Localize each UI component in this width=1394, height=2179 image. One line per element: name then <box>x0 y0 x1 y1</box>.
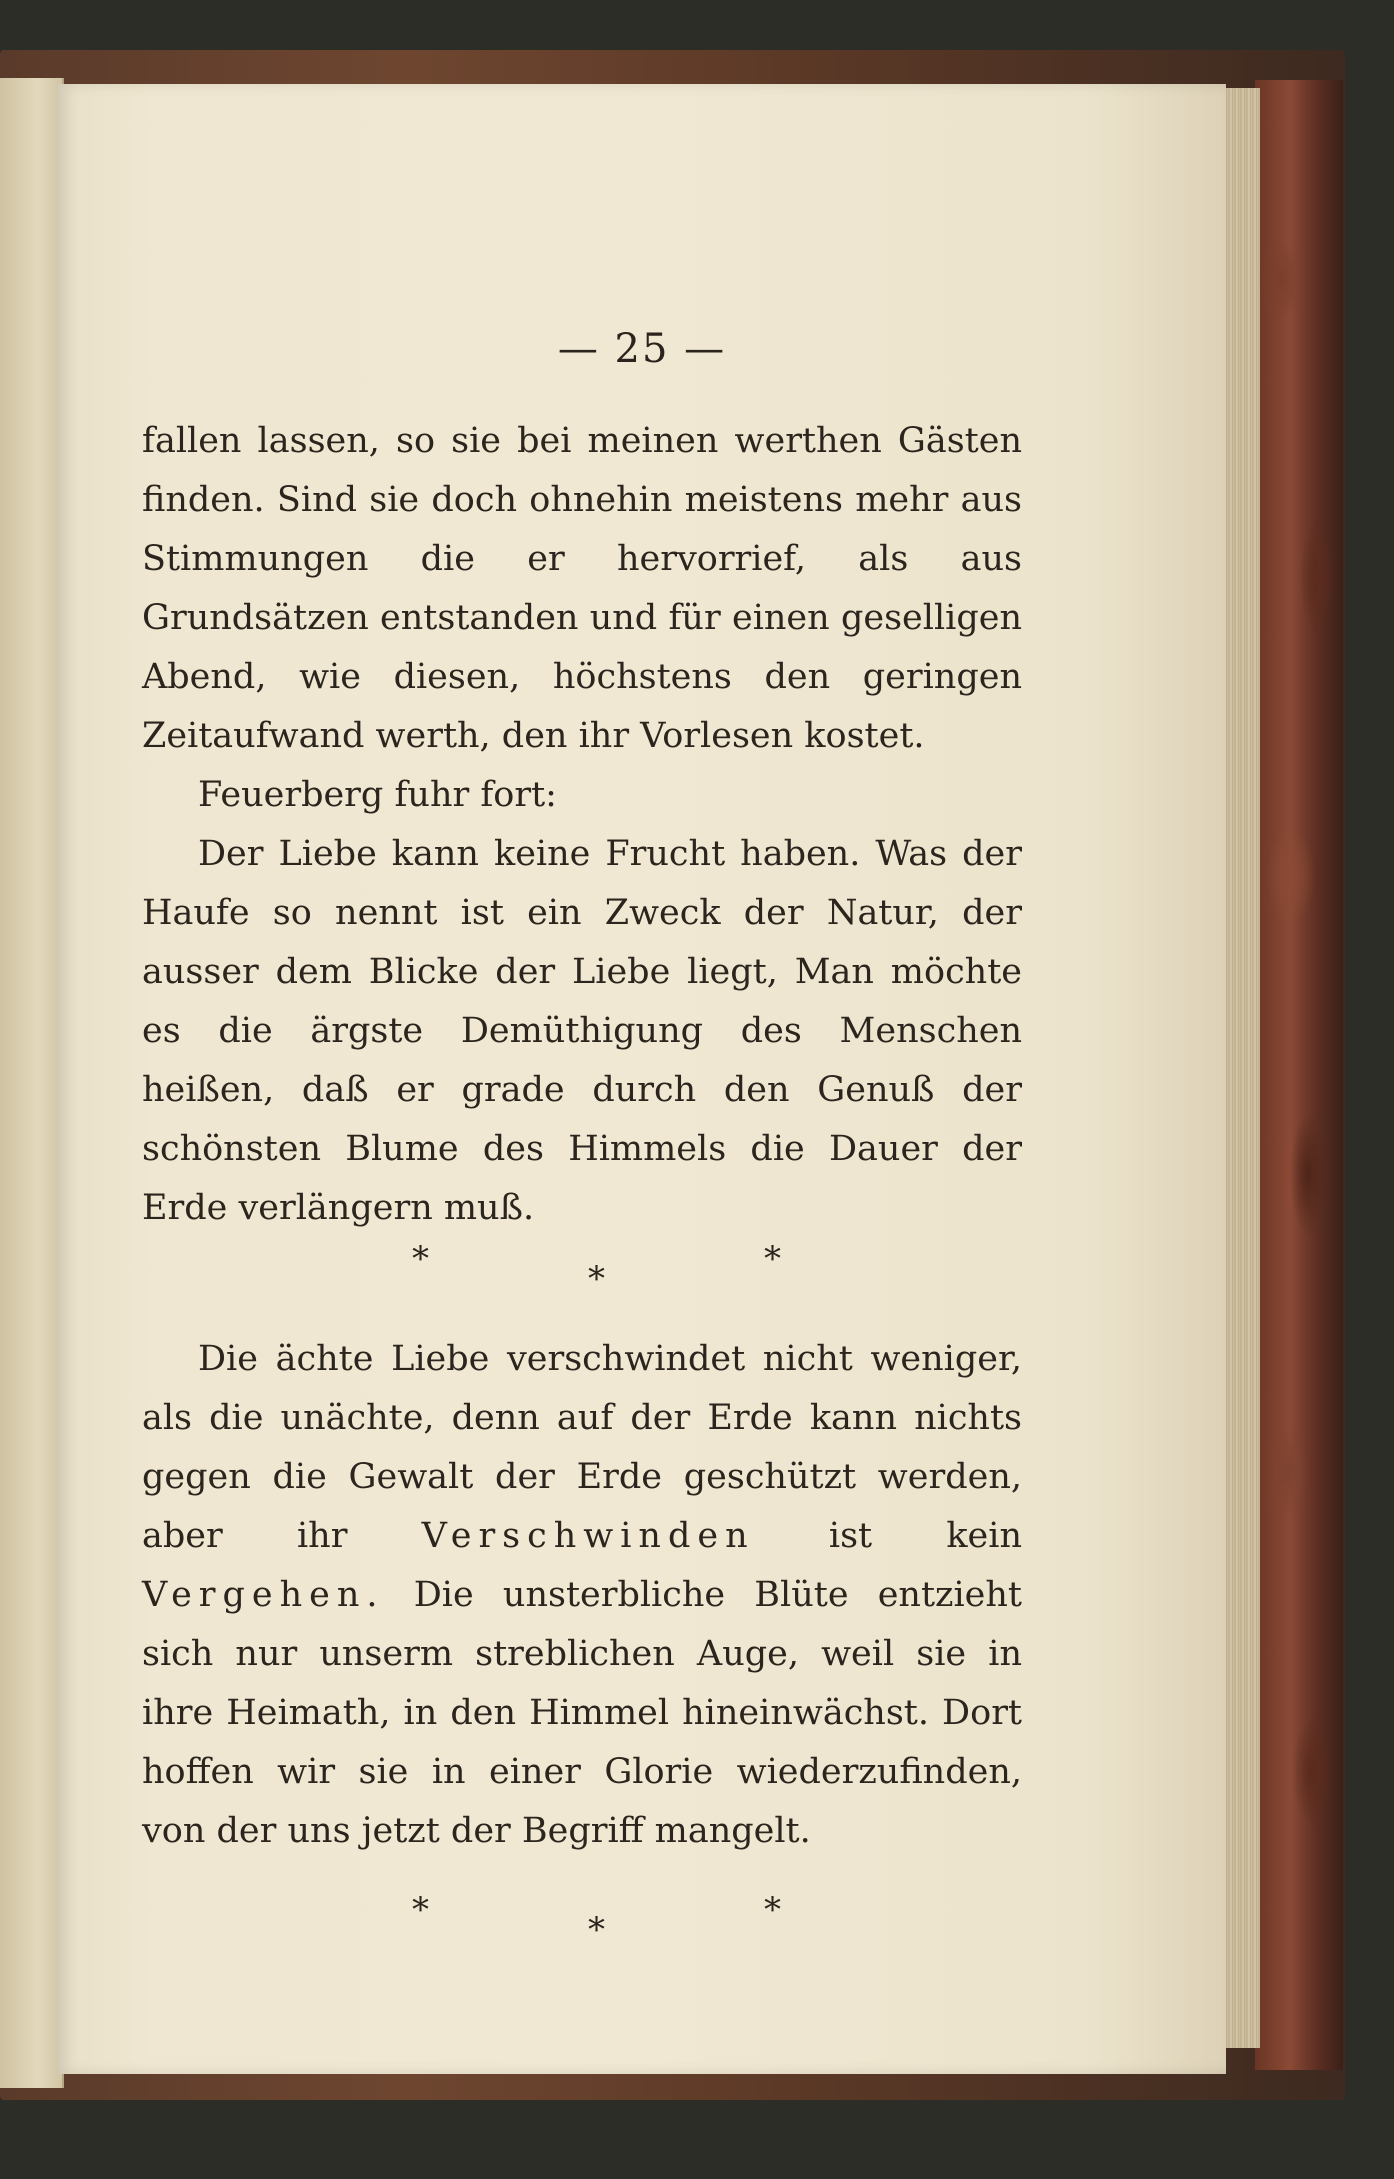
marbled-cover-edge <box>1255 80 1343 2070</box>
page-text <box>142 412 1022 1953</box>
separator-star: * <box>764 1890 781 1930</box>
paragraph-1: fallen lassen, so sie bei meinen werthen Gästen finden. Sind sie doch ohnehin meistens mehr aus Stimmungen die er hervorrief, als aus Grundsätzen entstanden und für einen geselligen Abend, wie diesen, höchstens den geringen Zeitaufwand werth, den ihr Vorlesen kostet. <box>142 421 1022 756</box>
separator-star: * <box>412 1890 429 1930</box>
separator-star: * <box>412 1239 429 1279</box>
page-number-header: — 25 — <box>557 326 727 372</box>
paragraph-4 <box>142 1330 1022 1861</box>
emphasis-vergehen: Vergehen. <box>142 1575 385 1615</box>
paragraph-4-text: Die unsterbliche Blüte entzieht sich nur unserm streblichen Auge, weil sie in ihre Heimath, in den Himmel hineinwächst. Dort hoffen wir sie in einer Glorie wiederzufinden, von der uns jetzt der Begriff mangelt. <box>142 1575 1022 1851</box>
book-page <box>58 84 1226 2074</box>
separator-star: * <box>588 1910 605 1950</box>
paragraph-2: Feuerberg fuhr fort: <box>198 775 557 815</box>
paragraph-4-text: Die ächte Liebe verschwindet nicht weniger, als die unächte, denn auf der Erde kann nichts gegen die Gewalt der Erde geschützt werden, aber ihr <box>142 1339 1022 1556</box>
paragraph-4-text: ist kein <box>754 1516 1022 1556</box>
emphasis-verschwinden: Verschwinden <box>421 1516 755 1556</box>
separator-stars-2 <box>142 1861 1022 1953</box>
previous-page-edge <box>0 78 64 2088</box>
paragraph-3: Der Liebe kann keine Frucht haben. Was der Haufe so nennt ist ein Zweck der Natur, der ausser dem Blicke der Liebe liegt, Man möchte es die ärgste Demüthigung des Menschen heißen, daß er grade durch den Genuß der schönsten Blume des Himmels die Dauer der Erde verlängern muß. <box>142 834 1022 1228</box>
separator-star: * <box>588 1259 605 1299</box>
separator-stars-1 <box>142 1238 1022 1330</box>
separator-star: * <box>764 1239 781 1279</box>
